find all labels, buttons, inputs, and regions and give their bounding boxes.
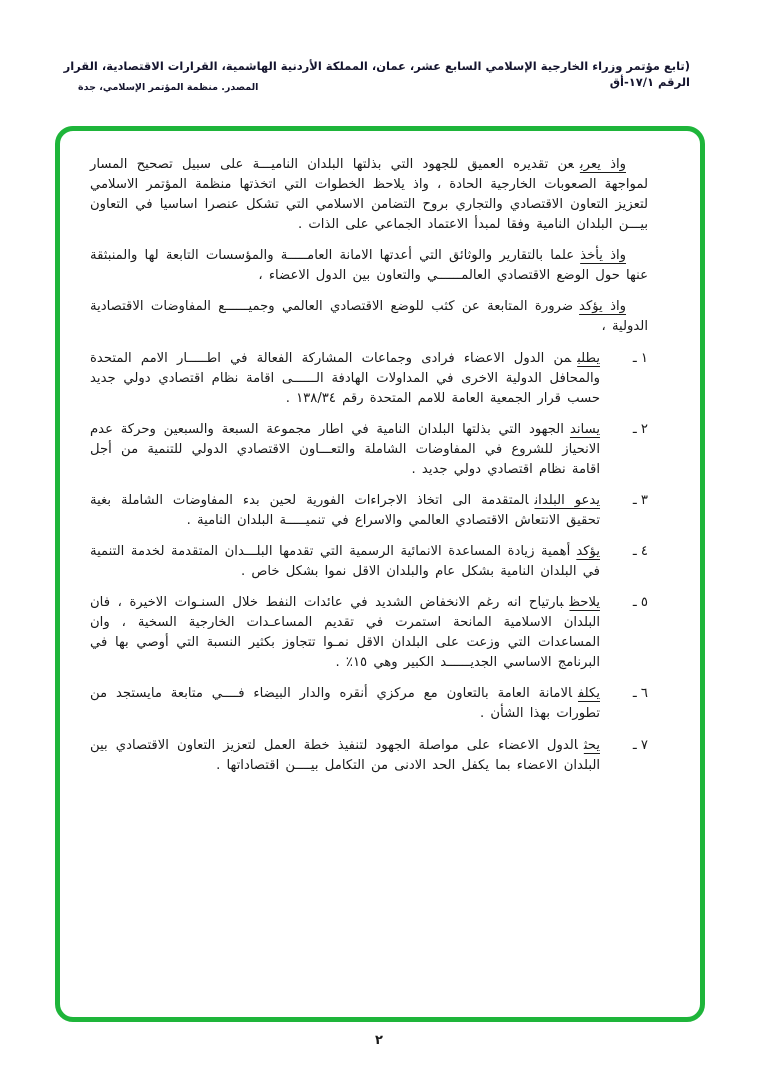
item-number-6: ٦ ـ <box>632 686 648 702</box>
item-body-7: الدول الاعضاء على مواصلة الجهود لتنفيذ خطة العمل لتعزيز التعاون الاقتصادي بين البلدان الاعضاء بما يكفل الحد الادنى من التكامل بيــــن اقتصاداتها . <box>90 737 600 773</box>
item-lead-6: يكلف <box>578 686 600 702</box>
page-number: ٢ <box>375 1033 383 1048</box>
preamble-paragraph-2 <box>90 246 648 286</box>
item-number-7: ٧ ـ <box>632 737 648 753</box>
preamble-lead-3: واذ يؤكد <box>579 299 627 315</box>
list-item-4 <box>90 542 648 582</box>
item-body-4: أهمية زيادة المساعدة الانمائية الرسمية التي تقدمها البلـــدان المتقدمة لخدمة التنمية في البلدان النامية بشكل عام والبلدان الاقل نموا بشكل خاص . <box>90 544 600 580</box>
preamble-body-2: علما بالتقارير والوثائق التي أعدتها الامانة العامـــــة والمؤسسات التابعة لها والمنبثقة عنها حول الوضع الاقتصادي العالمــــــي والتعاون بين الدول الاعضاء ، <box>90 248 648 284</box>
item-text-7 <box>90 736 600 776</box>
item-lead-1: يطلب <box>577 350 600 366</box>
content-frame <box>55 126 705 1022</box>
preamble-paragraph-3 <box>90 297 648 337</box>
item-lead-7: يحث <box>583 737 600 753</box>
preamble-lead-1: واذ يعرب <box>579 157 626 172</box>
item-number-5: ٥ ـ <box>632 595 648 611</box>
preamble-body-1: عن تقديره العميق للجهود التي بذلتها البلدان الناميـــة على سبيل تصحيح المسار لمواجهة الصعوبات الخارجية الحادة ، واذ يلاحظ الخطوات التي اتخذتها منظمة المؤتمر الاسلامي لتعزيز التعاون الاقتصادي والتجاري بروح التضامن الاسلامي التي تشكل عنصرا اساسيا في التعاون بيـــن البلدان النامية وفقا لمبدأ الاعتماد الجماعي على الذات . <box>90 157 648 233</box>
item-number-1: ١ ـ <box>632 350 648 366</box>
item-lead-3: يدعو البلدان <box>534 492 600 508</box>
item-text-5 <box>90 593 600 673</box>
item-lead-2: يساند <box>569 421 600 437</box>
item-body-6: الامانة العامة بالتعاون مع مركزي أنقره والدار البيضاء فــــي متابعة مايستجد من تطورات بهذا الشأن . <box>90 686 600 722</box>
item-text-4 <box>90 542 600 582</box>
item-text-6 <box>90 684 600 724</box>
preamble-body-3: ضرورة المتابعة عن كثب للوضع الاقتصادي العالمي وجميــــــع المفاوضات الاقتصادية الدولية ، <box>90 299 648 335</box>
list-item-2 <box>90 420 648 480</box>
preamble-lead-2: واذ يأخذ <box>580 248 627 264</box>
list-item-3 <box>90 491 648 531</box>
item-lead-5: يلاحظ <box>569 595 600 611</box>
list-item-5 <box>90 593 648 673</box>
item-body-3: المتقدمة الى اتخاذ الاجراءات الفورية لحين بدء المفاوضات الشاملة بغية تحقيق الانتعاش الاقتصادي العالمي والاسراع في تنميـــــة البلدان النامية . <box>90 492 600 528</box>
item-text-2 <box>90 420 600 480</box>
item-body-1: من الدول الاعضاء فرادى وجماعات المشاركة الفعالة في اطـــــار الامم المتحدة والمحافل الدولية الاخرى في المداولات الهادفة الــــــى اقامة نظام اقتصادي دولي جديد حسب قرار الجمعية العامة للامم المتحدة رقم ١٣٨/٣٤ . <box>90 350 600 406</box>
preamble-paragraph-1 <box>90 155 648 235</box>
list-item-7 <box>90 736 648 776</box>
item-lead-4: يؤكد <box>576 544 600 559</box>
item-number-2: ٢ ـ <box>632 421 648 437</box>
document-header: (تابع مؤتمر وزراء الخارجية الإسلامي السابع عشر، عمان، المملكة الأردنية الهاشمية، القرارات الاقتصادية، القرار الرقم ١٧/١-أق <box>63 59 690 90</box>
item-text-1 <box>90 349 600 409</box>
item-body-5: بارتياح انه رغم الانخفاض الشديد في عائدات النفط خلال السنـوات الاخيرة ، فان البلدان الاسلامية المانحة استمرت في تقديم المساعـدات الخارجية السخية ، وان المساعدات التي وزعت على البلدان الاقل نمـوا تتجاوز بكثير النسبة التي أوصي بها في البرنامج الاساسي الجديــــــد الكبير وهي ١٥٪ . <box>90 595 600 671</box>
source-line: المصدر. منظمة المؤتمر الإسلامي، جدة <box>78 82 259 93</box>
item-body-2: الجهود التي بذلتها البلدان النامية في اطار مجموعة السبعة والسبعين وحركة عدم الانحياز للشروع في المفاوضات الشاملة والتعـــاون الاقتصادي الدولي للتنمية من أجل اقامة نظام اقتصادي دولي جديد . <box>90 421 600 477</box>
item-number-3: ٣ ـ <box>632 492 648 508</box>
item-number-4: ٤ ـ <box>632 544 648 559</box>
list-item-6 <box>90 684 648 724</box>
item-text-3 <box>90 491 600 531</box>
list-item-1 <box>90 349 648 409</box>
